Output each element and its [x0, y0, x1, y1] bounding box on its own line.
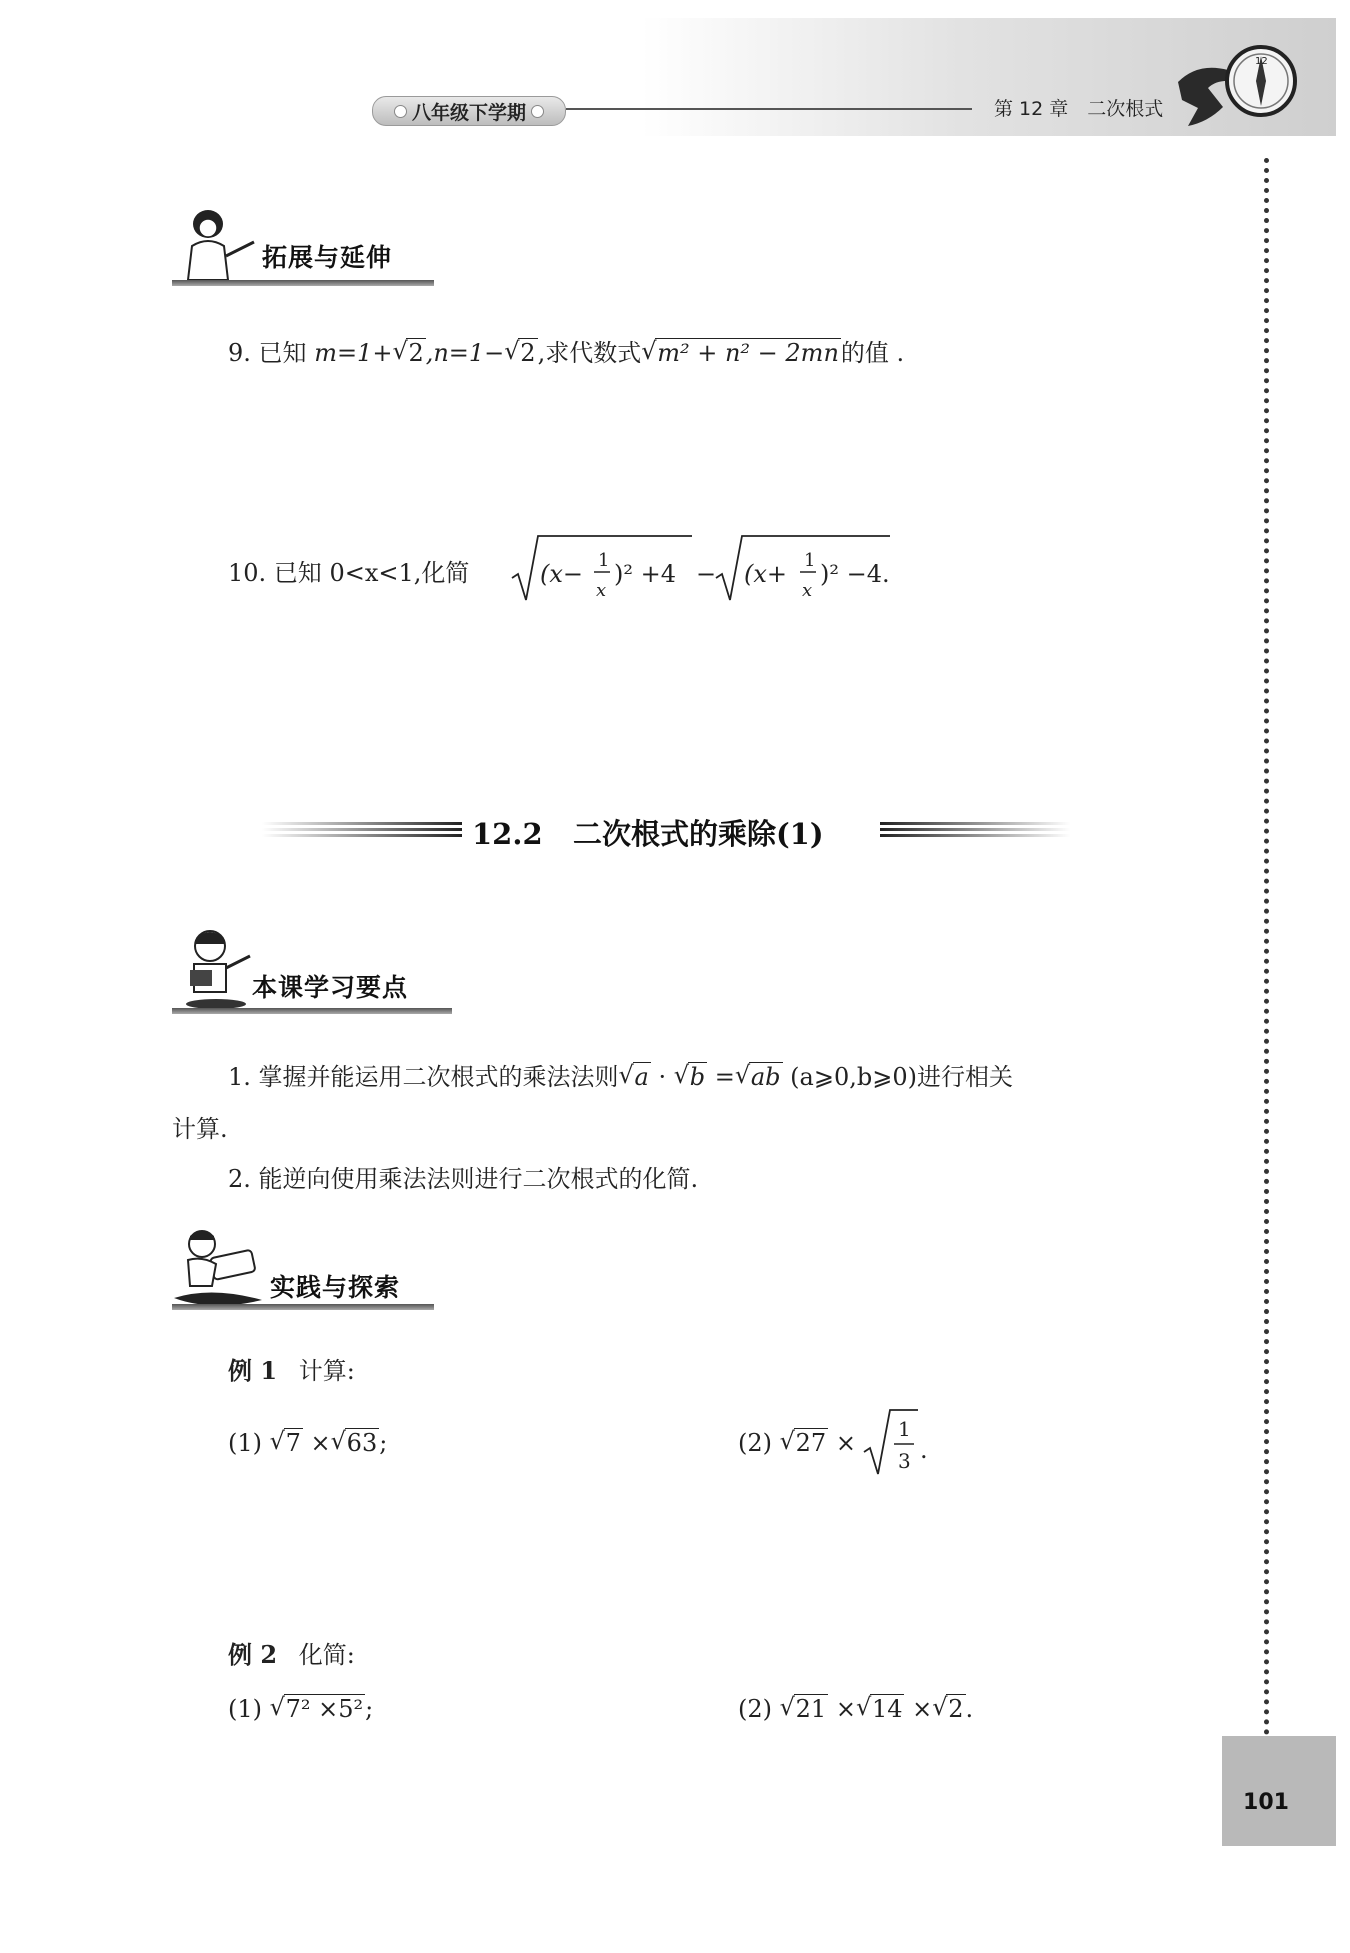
page-number: 101 — [1243, 1790, 1289, 1815]
q9-radical-expression: √ m² + n² − 2mn — [641, 336, 841, 370]
q10-number: 10. — [228, 559, 267, 587]
svg-text:12: 12 — [1255, 56, 1268, 67]
dotted-rail — [1264, 158, 1269, 1736]
q10-minus: − — [696, 560, 717, 588]
q10-frac-num-2: 1 — [804, 550, 816, 571]
ex1-a-sqrt-63: √ 63 — [331, 1426, 380, 1460]
key-point-1-cont: 计算. — [172, 1115, 228, 1143]
kp1-eq: = — [707, 1063, 735, 1091]
q9-text-3: 的值 . — [840, 339, 905, 367]
grade-pill — [372, 96, 566, 126]
q10-right-a: )² +4 — [614, 560, 676, 588]
ex1-b-frac-num: 1 — [898, 1417, 911, 1441]
section-title-practice: 实践与探索 — [270, 1273, 401, 1302]
teacher-illustration-icon — [178, 206, 260, 282]
q9-n-expr: ,n=1− — [425, 339, 505, 367]
lesson-number: 12.2 — [472, 817, 543, 851]
q9-text-1: 已知 — [258, 339, 307, 367]
q10-frac-num-1: 1 — [598, 550, 610, 571]
kp1-sqrt-ab: √ ab — [735, 1060, 783, 1094]
q9-number: 9. — [228, 339, 251, 367]
chapter-label: 第 12 章 二次根式 — [994, 98, 1164, 120]
lesson-title-bars-right — [880, 820, 1070, 840]
q10-radical-expression — [510, 532, 910, 606]
pill-dot-right — [531, 105, 544, 118]
example-1-heading — [228, 1354, 355, 1388]
example-1-part-1 — [228, 1426, 387, 1460]
grade-label: 八年级下学期 — [411, 101, 526, 124]
kp1-dot: · — [650, 1063, 674, 1091]
example-2-label: 例 2 — [228, 1640, 278, 1669]
student-reading-icon — [176, 928, 256, 1012]
q9-sqrt2-a: √ 2 — [392, 336, 425, 370]
kp1-condition: (a⩾0,b⩾0)进行相关 — [782, 1063, 1013, 1091]
kp1-sqrt-b: √ b — [674, 1060, 707, 1094]
example-2-part-2 — [738, 1692, 973, 1726]
ex1-a-end: ; — [379, 1429, 388, 1457]
lesson-name: 二次根式的乘除(1) — [572, 817, 824, 851]
q10-text-1: 已知 0<x<1,化简 — [273, 559, 470, 587]
ex1-a-sqrt-7: √ 7 — [270, 1426, 303, 1460]
question-9 — [228, 336, 904, 370]
section-underline-extension — [172, 280, 434, 286]
ex2-a-label: (1) — [228, 1695, 262, 1723]
ex2-b-sqrt-14: √ 14 — [856, 1692, 905, 1726]
example-2-task: 化简: — [298, 1641, 355, 1669]
ex1-b-times: × — [828, 1429, 856, 1457]
section-title-extension: 拓展与延伸 — [262, 243, 393, 272]
section-title-key-points: 本课学习要点 — [252, 973, 409, 1002]
ex2-b-times-1: × — [828, 1695, 856, 1723]
q10-left-paren: (x− — [540, 560, 584, 588]
ex1-b-end: . — [920, 1436, 928, 1464]
header-rule — [566, 108, 972, 110]
example-2-heading — [228, 1638, 355, 1672]
key-point-2: 2. 能逆向使用乘法法则进行二次根式的化简. — [228, 1165, 699, 1193]
example-1-label: 例 1 — [228, 1356, 278, 1385]
ex2-b-end: . — [965, 1695, 974, 1723]
example-1-task: 计算: — [298, 1357, 355, 1385]
section-underline-practice — [172, 1304, 434, 1310]
pill-dot-left — [394, 105, 407, 118]
q10-frac-den-1: x — [596, 580, 607, 601]
ex1-b-frac-den: 3 — [898, 1449, 911, 1473]
kp1-sqrt-a: √ a — [619, 1060, 651, 1094]
ex1-b-sqrt-fraction — [862, 1406, 932, 1478]
q10-right-b: )² −4. — [820, 560, 890, 588]
ex2-b-label: (2) — [738, 1695, 772, 1723]
lesson-title-bars-left — [262, 820, 462, 840]
student-eraser-icon — [172, 1226, 264, 1316]
question-10 — [228, 556, 469, 590]
section-underline-key-points — [172, 1008, 452, 1014]
kp1-text: 1. 掌握并能运用二次根式的乘法法则 — [228, 1063, 619, 1091]
ex1-b-sqrt-27: √ 27 — [780, 1426, 829, 1460]
lesson-title — [472, 812, 824, 853]
ex1-b-label: (2) — [738, 1429, 772, 1457]
ex2-a-sqrt: √ 7² ×5² — [270, 1692, 366, 1726]
key-point-1 — [228, 1060, 1013, 1094]
q9-m-expr: m=1+ — [314, 339, 393, 367]
example-2-part-1 — [228, 1692, 373, 1726]
example-1-part-2 — [738, 1426, 856, 1460]
ex1-a-label: (1) — [228, 1429, 262, 1457]
q10-left-paren-2: (x+ — [744, 560, 788, 588]
ex2-b-sqrt-2: √ 2 — [932, 1692, 965, 1726]
ex1-a-times: × — [302, 1429, 331, 1457]
ex2-b-times-2: × — [904, 1695, 933, 1723]
ex2-b-sqrt-21: √ 21 — [780, 1692, 829, 1726]
ex2-a-end: ; — [365, 1695, 374, 1723]
q10-frac-den-2: x — [802, 580, 813, 601]
q9-sqrt2-b: √ 2 — [504, 336, 537, 370]
q9-text-2: ,求代数式 — [537, 339, 642, 367]
compass-icon — [1222, 42, 1300, 120]
